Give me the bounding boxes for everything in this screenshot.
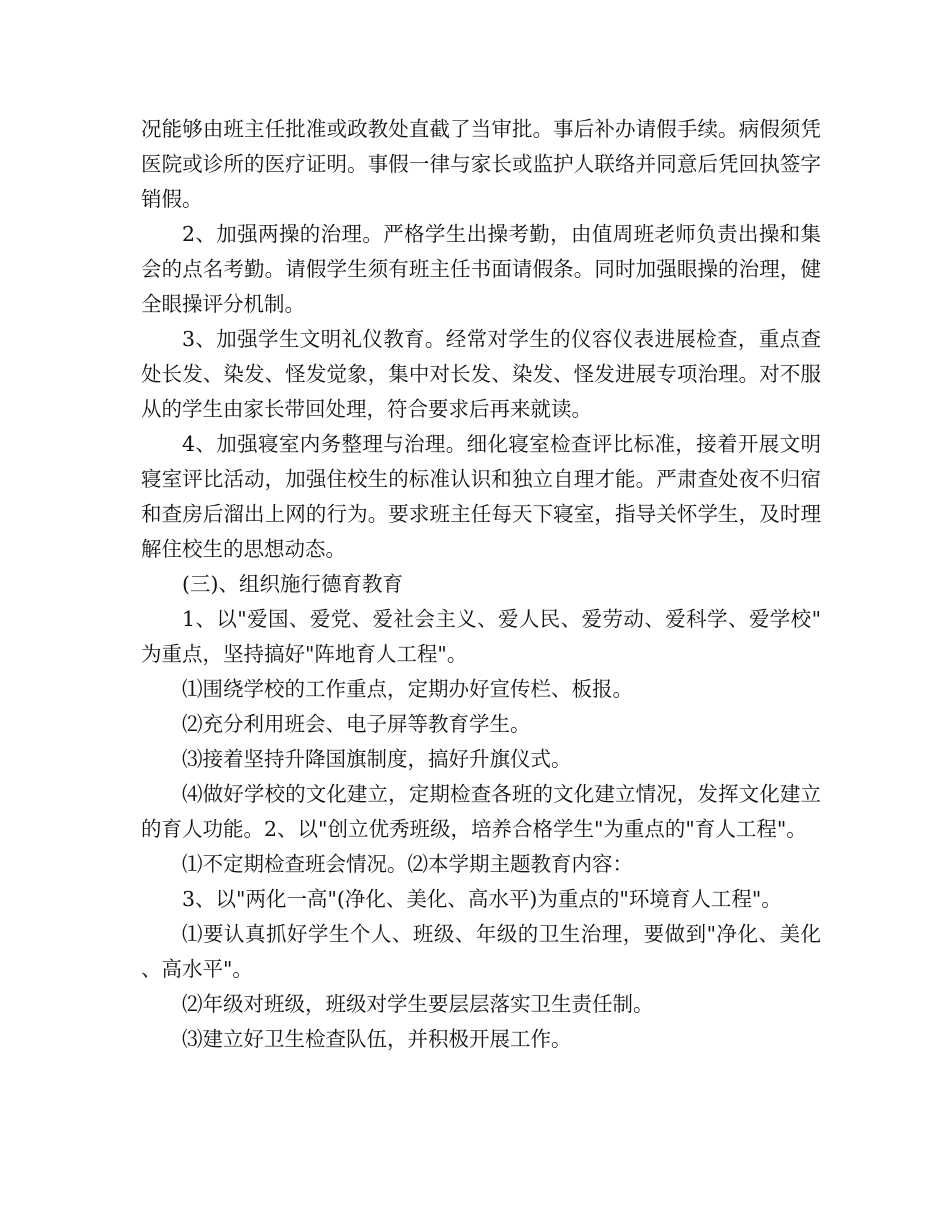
list-item-school-culture: ⑷做好学校的文化建立，定期检查各班的文化建立情况，发挥文化建立的育人功能。2、以"创立优秀班级，培养合格学生"为重点的"育人工程"。 bbox=[141, 782, 821, 841]
section-heading-moral-education: (三)、组织施行德育教育 bbox=[182, 572, 403, 596]
list-item-class-meetings: ⑵充分利用班会、电子屏等教育学生。 bbox=[182, 712, 531, 736]
list-item-hygiene-inspection-team: ⑶建立好卫生检查队伍，并积极开展工作。 bbox=[182, 1027, 572, 1051]
list-item-hygiene-management: ⑴要认真抓好学生个人、班级、年级的卫生治理，要做到"净化、美化、高水平"。 bbox=[141, 922, 821, 981]
paragraph-etiquette-education: 3、加强学生文明礼仪教育。经常对学生的仪容仪表进展检查，重点查处长发、染发、怪发觉象，集中对长发、染发、怪发进展专项治理。对不服从的学生由家长带回处理，符合要求后再来就读。 bbox=[141, 327, 821, 421]
list-item-bulletin-boards: ⑴围绕学校的工作重点，定期办好宣传栏、板报。 bbox=[182, 677, 633, 701]
paragraph-dormitory-management: 4、加强寝室内务整理与治理。细化寝室检查评比标准，接着开展文明寝室评比活动，加强住校生的标准认识和独立自理才能。严肃查处夜不归宿和查房后溜出上网的行为。要求班主任每天下寝室，指导关怀学生，及时理解住校生的思想动态。 bbox=[141, 432, 821, 561]
list-item-hygiene-responsibility: ⑵年级对班级，班级对学生要层层落实卫生责任制。 bbox=[182, 992, 654, 1016]
document-body bbox=[141, 112, 821, 1057]
list-item-class-meeting-checks: ⑴不定期检查班会情况。⑵本学期主题教育内容： bbox=[182, 852, 633, 876]
paragraph-leave-approval: 况能够由班主任批准或政教处直截了当审批。事后补办请假手续。病假须凭医院或诊所的医疗证明。事假一律与家长或监护人联络并同意后凭回执签字销假。 bbox=[141, 117, 821, 211]
paragraph-exercise-management: 2、加强两操的治理。严格学生出操考勤，由值周班老师负责出操和集会的点名考勤。请假学生须有班主任书面请假条。同时加强眼操的治理，健全眼操评分机制。 bbox=[141, 222, 821, 316]
list-item-flag-ceremony: ⑶接着坚持升降国旗制度，搞好升旗仪式。 bbox=[182, 747, 572, 771]
paragraph-environment-focus: 3、以"两化一高"(净化、美化、高水平)为重点的"环境育人工程"。 bbox=[182, 887, 782, 911]
paragraph-patriotism-focus: 1、以"爱国、爱党、爱社会主义、爱人民、爱劳动、爱科学、爱学校"为重点，坚持搞好"阵地育人工程"。 bbox=[141, 607, 821, 666]
